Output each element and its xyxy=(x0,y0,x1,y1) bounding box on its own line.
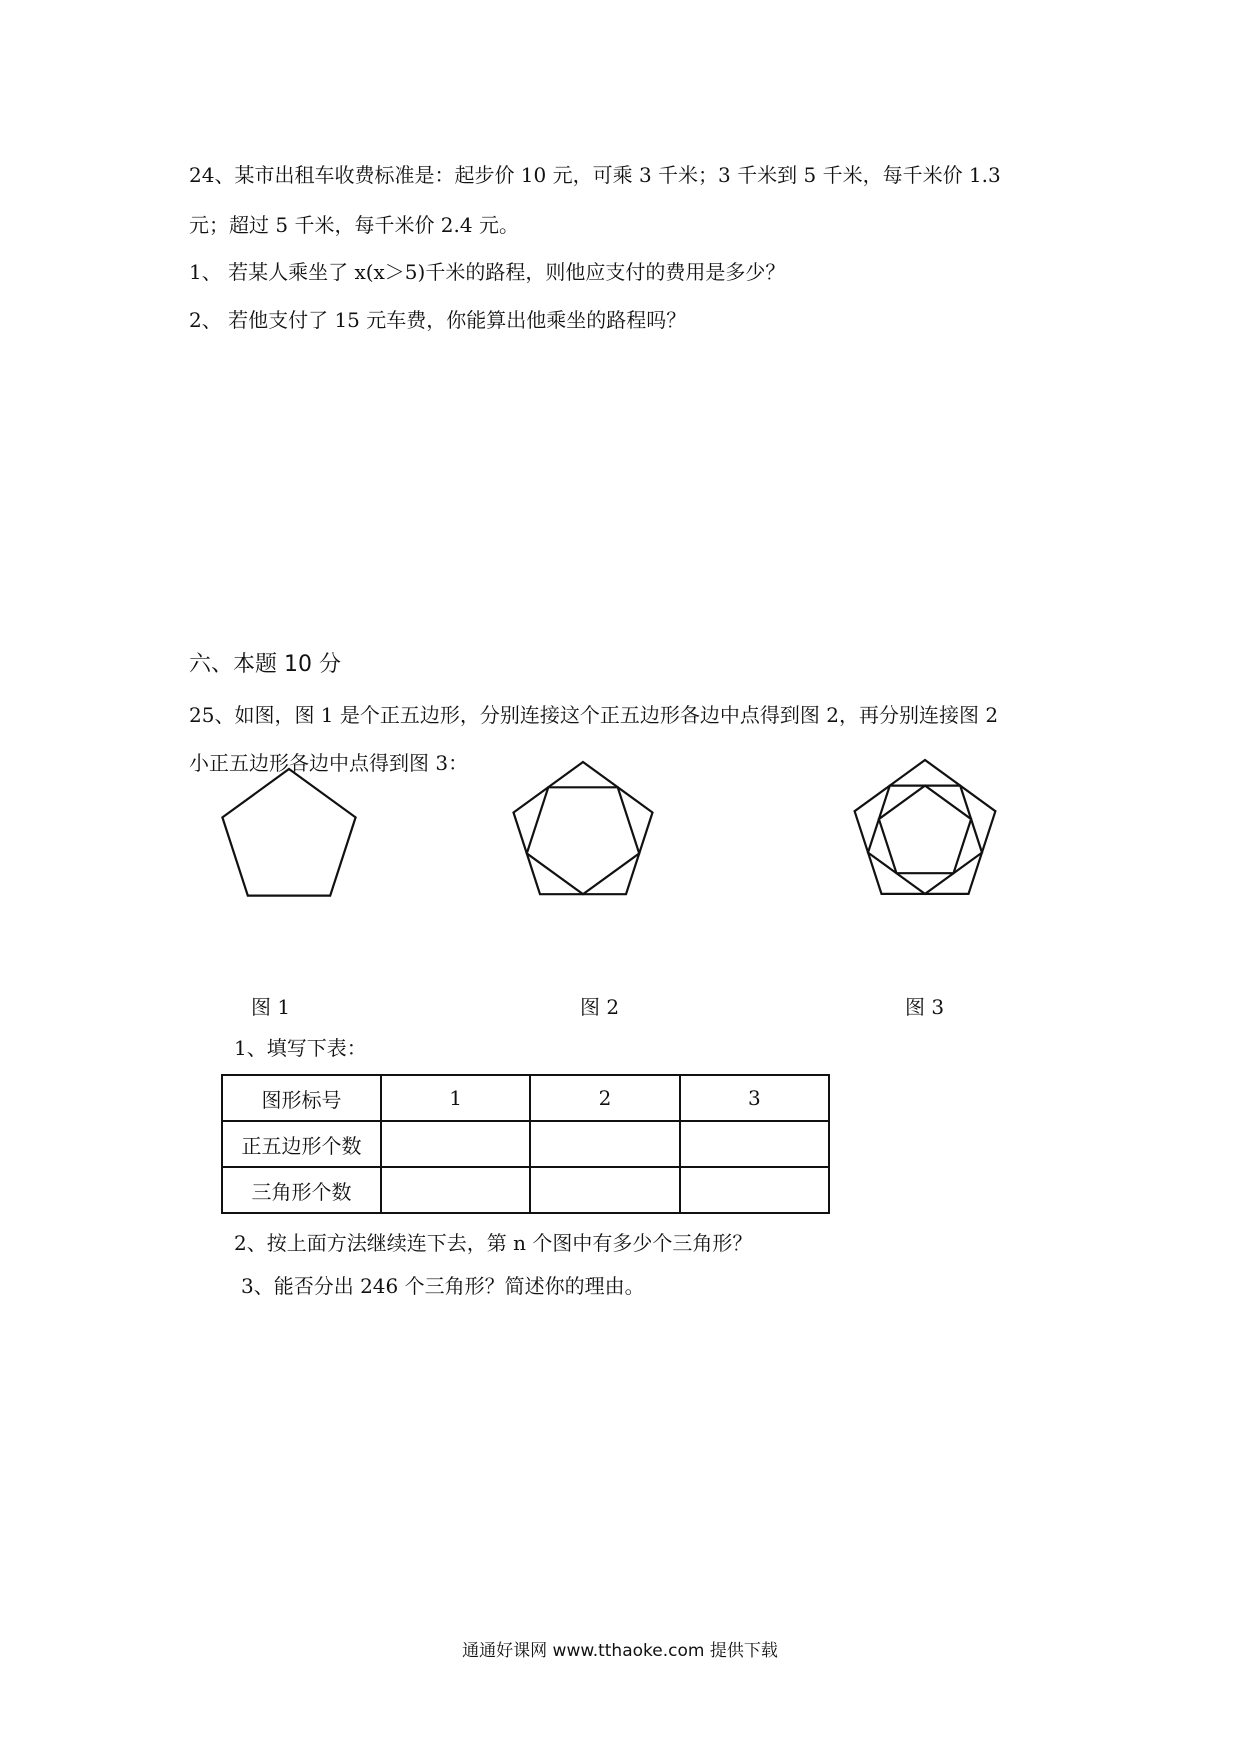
table-cell[interactable] xyxy=(530,1121,679,1167)
problem-25-question-1: 1、填写下表： xyxy=(234,1036,367,1060)
table-row-label: 三角形个数 xyxy=(222,1167,381,1213)
figure-2-inner-pentagon xyxy=(527,787,639,894)
figure-1-pentagon xyxy=(222,769,355,896)
table-row xyxy=(222,1167,829,1213)
figure-1-label: 图 1 xyxy=(251,995,291,1019)
table-header-cell: 1 xyxy=(381,1075,530,1121)
problem-25-line-1: 25、如图，图 1 是个正五边形，分别连接这个正五边形各边中点得到图 2，再分别连接图 2 xyxy=(189,703,999,727)
table-header-row xyxy=(222,1075,829,1121)
problem-25-question-2: 2、按上面方法继续连下去，第 n 个图中有多少个三角形？ xyxy=(234,1231,753,1255)
section-6-heading: 六、本题 10 分 xyxy=(189,652,341,677)
table-cell[interactable] xyxy=(381,1121,530,1167)
table-cell[interactable] xyxy=(530,1167,679,1213)
footer-credit: 通通好课网 www.tthaoke.com 提供下载 xyxy=(462,1641,778,1661)
problem-25-line-2: 小正五边形各边中点得到图 3： xyxy=(189,751,469,775)
table-cell[interactable] xyxy=(680,1121,829,1167)
table-row-label: 正五边形个数 xyxy=(222,1121,381,1167)
table-row xyxy=(222,1121,829,1167)
problem-24-question-1: 1、 若某人乘坐了 x(x＞5)千米的路程，则他应支付的费用是多少？ xyxy=(189,260,786,284)
table-header-cell: 3 xyxy=(680,1075,829,1121)
table-header-cell: 2 xyxy=(530,1075,679,1121)
problem-24-line-2: 元；超过 5 千米，每千米价 2.4 元。 xyxy=(189,213,519,237)
table-header-cell: 图形标号 xyxy=(222,1075,381,1121)
fill-in-table xyxy=(221,1074,830,1214)
problem-24-question-2: 2、 若他支付了 15 元车费，你能算出他乘坐的路程吗？ xyxy=(189,308,687,332)
problem-24-line-1: 24、某市出租车收费标准是：起步价 10 元，可乘 3 千米；3 千米到 5 千米，每千米价 1.3 xyxy=(189,163,1001,187)
table-cell[interactable] xyxy=(381,1167,530,1213)
figure-3-label: 图 3 xyxy=(905,995,945,1019)
problem-25-question-3: 3、能否分出 246 个三角形？简述你的理由。 xyxy=(241,1274,645,1298)
figure-2-label: 图 2 xyxy=(580,995,620,1019)
table-cell[interactable] xyxy=(680,1167,829,1213)
figure-3-inner-pentagon xyxy=(879,786,971,874)
